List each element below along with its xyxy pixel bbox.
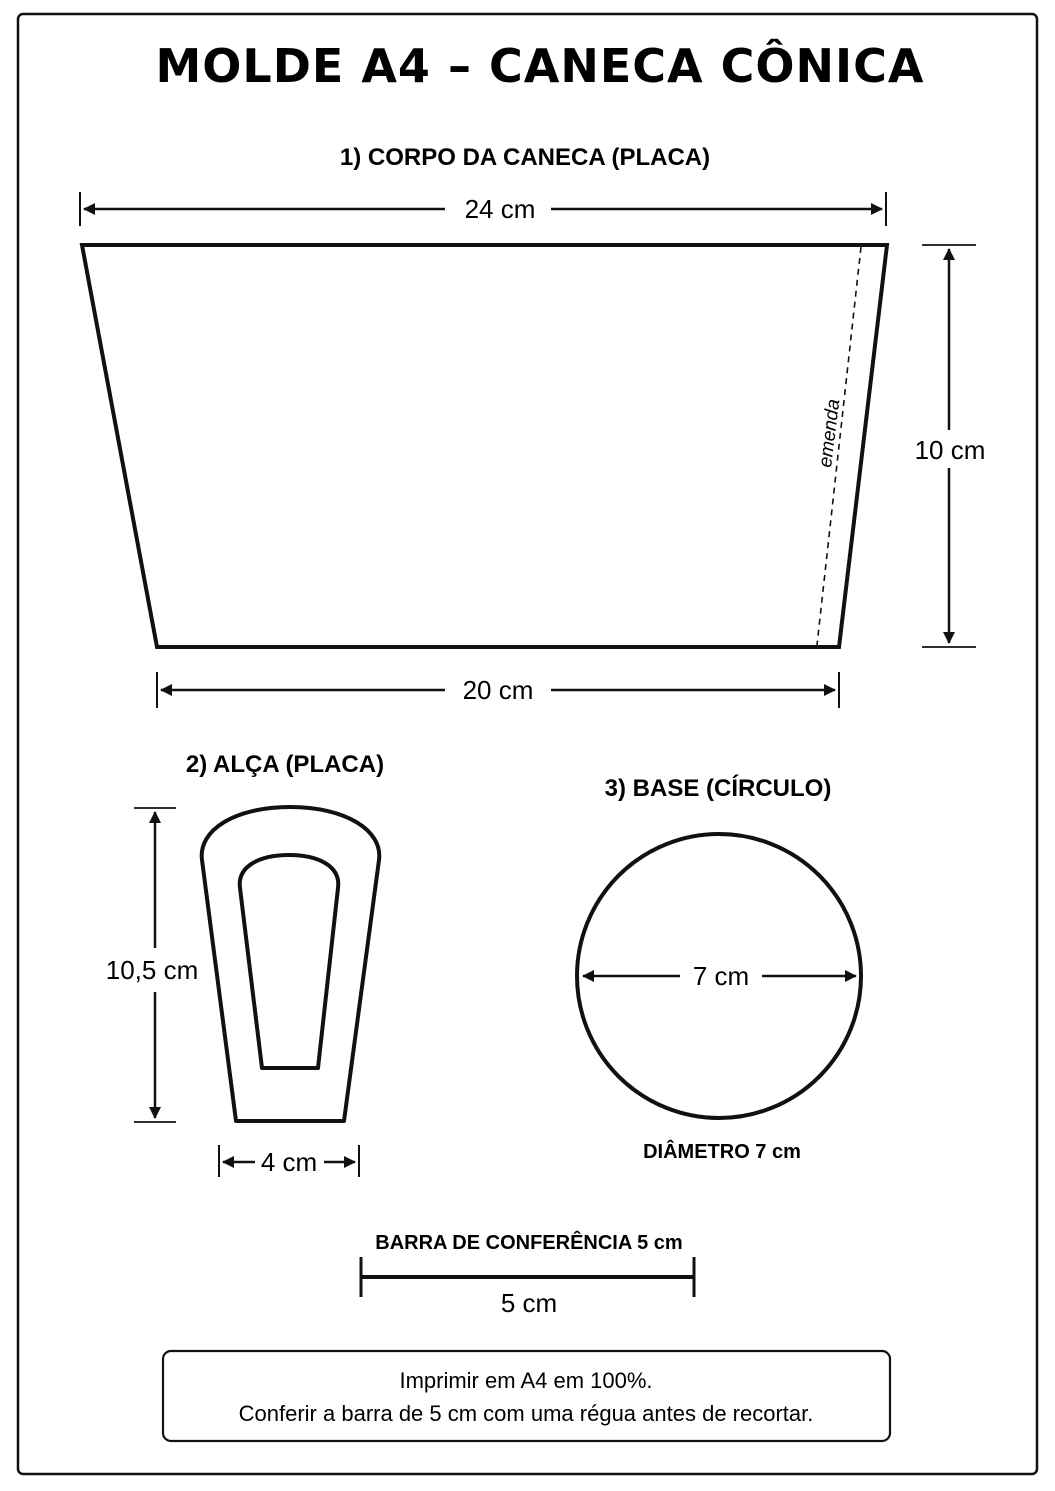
body-bottom-width-label: 20 cm	[462, 675, 534, 705]
body-top-width-label: 24 cm	[464, 194, 536, 224]
handle-height-label: 10,5 cm	[105, 955, 199, 985]
handle-width-label: 4 cm	[260, 1147, 318, 1177]
handle-width-dimension	[219, 1145, 359, 1177]
scale-bar-heading: BARRA DE CONFERÊNCIA 5 cm	[375, 1232, 683, 1254]
base-diameter-dimension	[583, 961, 856, 991]
base-diameter-label: 7 cm	[692, 961, 750, 991]
scale-bar-label: 5 cm	[500, 1288, 558, 1318]
notes-line-2: Conferir a barra de 5 cm com uma régua antes de recortar.	[238, 1401, 814, 1426]
body-trapezoid	[82, 245, 887, 647]
seam-label: emenda	[815, 397, 845, 469]
base-caption: DIÂMETRO 7 cm	[643, 1141, 801, 1163]
page-title: MOLDE A4 – CANECA CÔNICA	[155, 39, 925, 93]
body-height-dimension	[910, 245, 990, 647]
handle-inner-cutout	[240, 855, 339, 1068]
handle-height-dimension	[106, 808, 199, 1122]
body-height-label: 10 cm	[914, 435, 986, 465]
notes-line-1: Imprimir em A4 em 100%.	[399, 1368, 653, 1393]
base-heading: 3) BASE (CÍRCULO)	[604, 775, 832, 802]
page-frame	[18, 14, 1037, 1474]
body-bottom-width-dimension	[157, 672, 839, 708]
body-heading: 1) CORPO DA CANECA (PLACA)	[339, 144, 711, 171]
body-top-width-dimension	[80, 192, 886, 226]
handle-heading: 2) ALÇA (PLACA)	[185, 751, 385, 778]
notes-box	[163, 1351, 890, 1441]
